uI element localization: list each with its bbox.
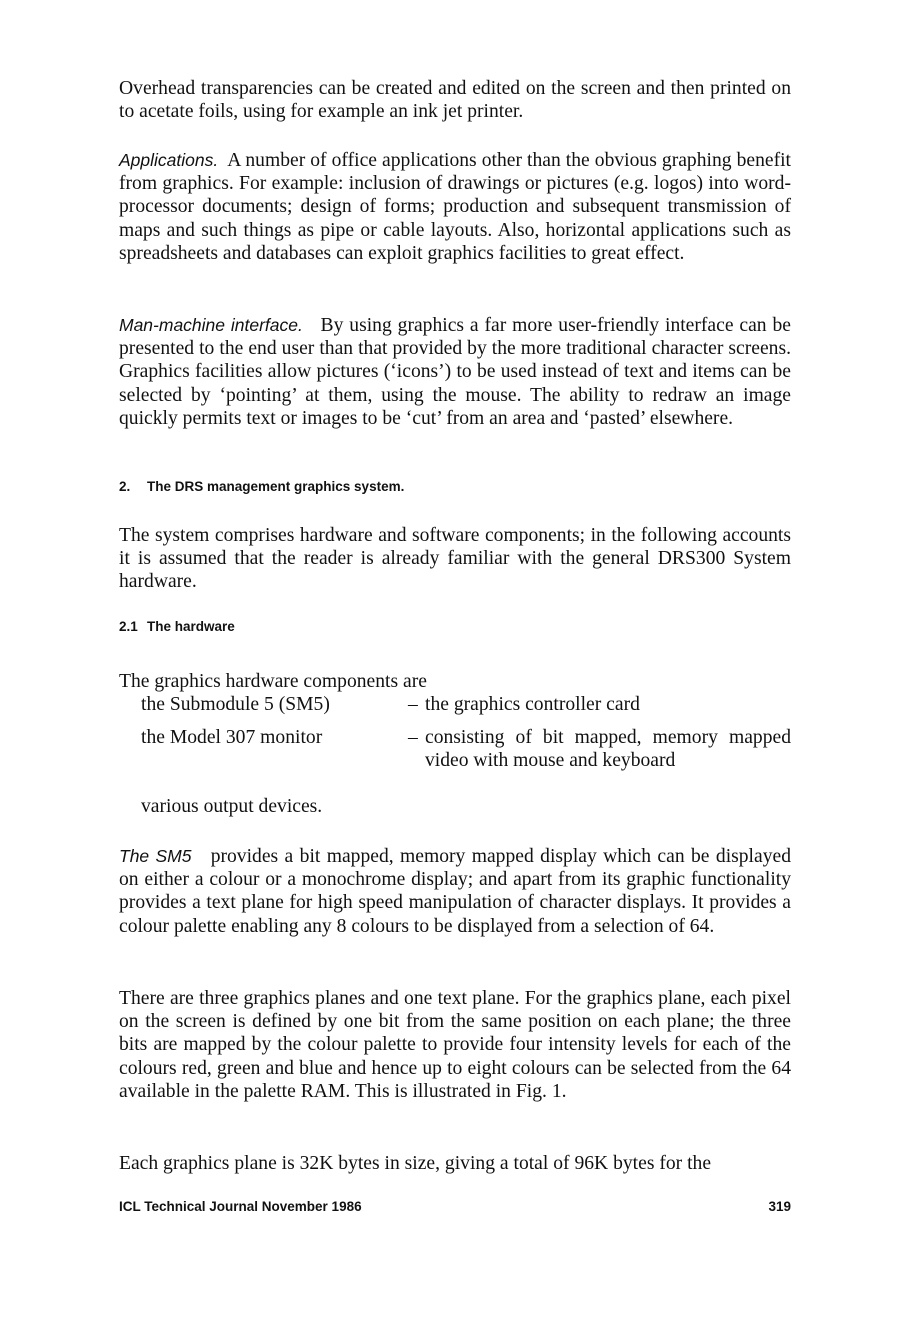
- page-number: 319: [768, 1199, 791, 1214]
- run-in-heading: The SM5: [119, 846, 192, 866]
- components-intro: The graphics hardware components are: [119, 671, 427, 692]
- paragraph-sm5: [119, 845, 791, 938]
- paragraph-man-machine-interface: [119, 314, 791, 430]
- paragraph-text: The system comprises hardware and software components; in the following accounts it is assumed that the reader is already familiar with the general DRS300 System hardware.: [119, 525, 791, 593]
- paragraph-text: Each graphics plane is 32K bytes in size, giving a total of 96K bytes for the: [119, 1153, 712, 1174]
- paragraph-text: Overhead transparencies can be created and edited on the screen and then printed on to acetate foils, using for example an ink jet printer.: [119, 78, 791, 123]
- component-description: the graphics controller card: [425, 694, 640, 715]
- paragraph-applications: [119, 149, 791, 265]
- component-description: consisting of bit mapped, memory mapped video with mouse and keyboard: [425, 727, 791, 772]
- section-heading-2: [119, 479, 404, 494]
- run-in-heading: Applications.: [119, 150, 219, 170]
- component-term: the Model 307 monitor: [141, 727, 323, 748]
- page-footer: [119, 1199, 791, 1214]
- paragraph-system: [119, 524, 791, 594]
- section-number: 2.1: [119, 619, 138, 634]
- journal-title: ICL Technical Journal November 1986: [119, 1199, 362, 1214]
- paragraph-text: There are three graphics planes and one text plane. For the graphics plane, each pixel on the screen is defined by one bit from the same position on each plane; the three bits are mapped by the colour palette to provide four intensity levels for each of the colours red, green and blue and hence up to eight colours can be selected from the 64 available in the palette RAM. This is illustrated in Fig. 1.: [119, 988, 791, 1102]
- paragraph-plane-size: [119, 1152, 791, 1175]
- component-term: the Submodule 5 (SM5): [141, 694, 330, 715]
- paragraph-text: A number of office applications other than the obvious graphing benefit from graphics. For example: inclusion of drawings or pictures (e.g. logos) into word-processor documents; design of forms; production and subsequent transmission of maps and such things as pipe or cable layouts. Also, horizontal applications such as spreadsheets and databases can exploit graphics facilities to great effect.: [119, 150, 791, 264]
- run-in-heading: Man-machine interface.: [119, 315, 303, 335]
- paragraph-text: provides a bit mapped, memory mapped display which can be displayed on either a colour or a monochrome display; and apart from its graphic functionality provides a text plane for high speed manipulation of character displays. It provides a colour palette enabling any 8 colours to be displayed from a selection of 64.: [119, 846, 791, 937]
- component-term: various output devices.: [141, 796, 323, 817]
- section-number: 2.: [119, 479, 131, 494]
- paragraph-overhead: [119, 77, 791, 123]
- section-title: The DRS management graphics system.: [147, 479, 405, 494]
- paragraph-text: By using graphics a far more user-friendly interface can be presented to the end user than that provided by the more traditional character screens. Graphics facilities allow pictures (‘icons’) to be used instead of text and items can be selected by ‘pointing’ at them, using the mouse. The ability to redraw an image quickly permits text or images to be ‘cut’ from an area and ‘pasted’ elsewhere.: [119, 315, 791, 429]
- section-title: The hardware: [147, 619, 235, 634]
- section-heading-2-1: [119, 619, 235, 634]
- paragraph-planes: [119, 987, 791, 1103]
- dash: –: [408, 727, 418, 748]
- dash: –: [408, 694, 418, 715]
